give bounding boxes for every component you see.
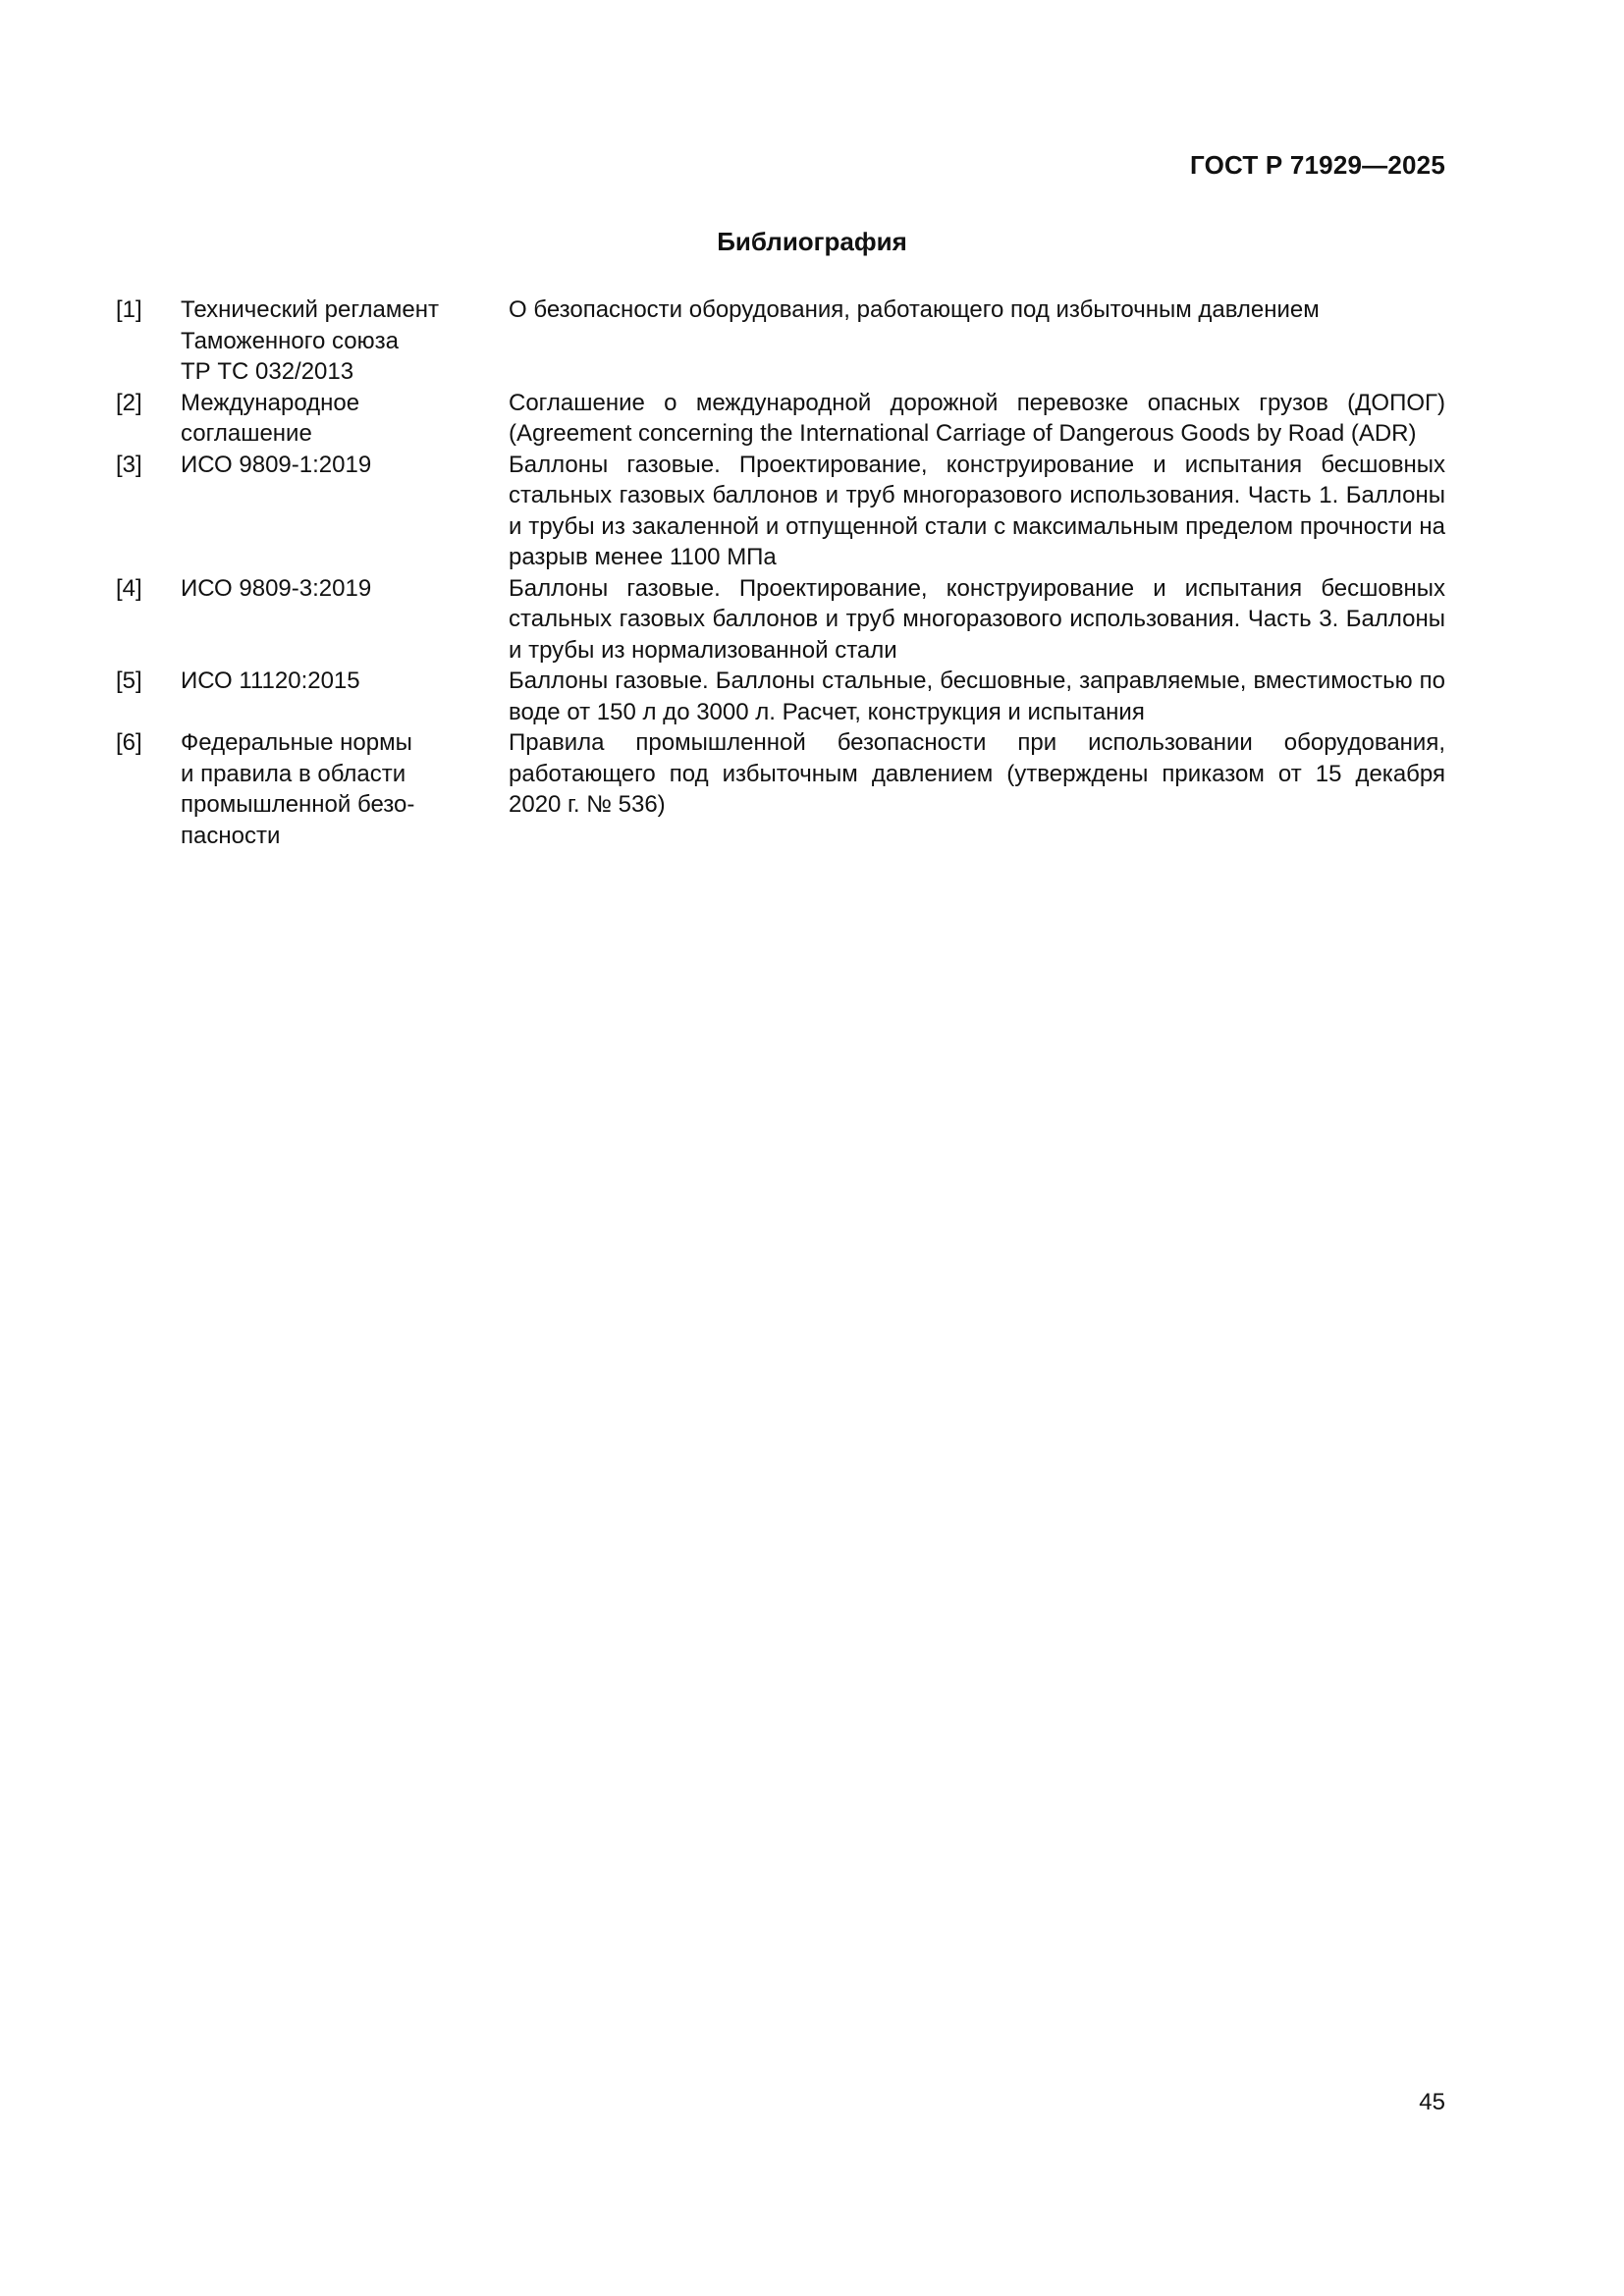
bibliography-list — [116, 294, 1445, 851]
entry-number: [5] — [116, 667, 142, 694]
entry-description: Баллоны газовые. Проектирование, конструирование и испытания бесшовных стальных газовых баллонов и труб многоразового использования. Часть 1. Баллоны и трубы из закаленной и отпущенной стали с максимальным пределом прочности на разрыв менее 1100 МПа — [509, 451, 1445, 570]
entry-number: [3] — [116, 451, 142, 478]
entry-reference: ИСО 9809-3:2019 — [181, 574, 372, 602]
entry-reference: Международное соглашение — [181, 389, 360, 447]
bibliography-title: Библиография — [717, 227, 907, 256]
bibliography-entry — [116, 450, 1445, 573]
document-code: ГОСТ Р 71929—2025 — [1190, 150, 1445, 180]
entry-number: [4] — [116, 574, 142, 602]
entry-number: [2] — [116, 389, 142, 416]
bibliography-entry — [116, 666, 1445, 727]
entry-reference: ИСО 9809-1:2019 — [181, 451, 372, 478]
entry-description: Правила промышленной безопасности при использовании оборудования, работающего под избыточным давлением (утверждены приказом от 15 декабря 2020 г. № 536) — [509, 729, 1445, 818]
bibliography-entry — [116, 573, 1445, 667]
page-number: 45 — [1419, 2089, 1445, 2115]
entry-reference: ИСО 11120:2015 — [181, 667, 360, 694]
entry-description: Баллоны газовые. Проектирование, конструирование и испытания бесшовных стальных газовых баллонов и труб многоразового использования. Часть 3. Баллоны и трубы из нормализованной стали — [509, 574, 1445, 664]
entry-reference: Федеральные нормы и правила в области промышленной безо- пасности — [181, 729, 415, 849]
entry-number: [6] — [116, 729, 142, 756]
bibliography-entry — [116, 727, 1445, 851]
bibliography-entry — [116, 388, 1445, 450]
entry-reference: Технический регламент Таможенного союза ТР ТС 032/2013 — [181, 296, 439, 385]
entry-description: Соглашение о международной дорожной перевозке опасных грузов (ДОПОГ) (Agreement concerning the International Carriage of Dangerous Goods by Road (ADR) — [509, 389, 1445, 447]
entry-description: Баллоны газовые. Баллоны стальные, бесшовные, заправляемые, вместимостью по воде от 150 л до 3000 л. Расчет, конструкция и испытания — [509, 667, 1445, 725]
entry-number: [1] — [116, 296, 142, 323]
bibliography-entry — [116, 294, 1445, 388]
entry-description: О безопасности оборудования, работающего под избыточным давлением — [509, 296, 1320, 323]
